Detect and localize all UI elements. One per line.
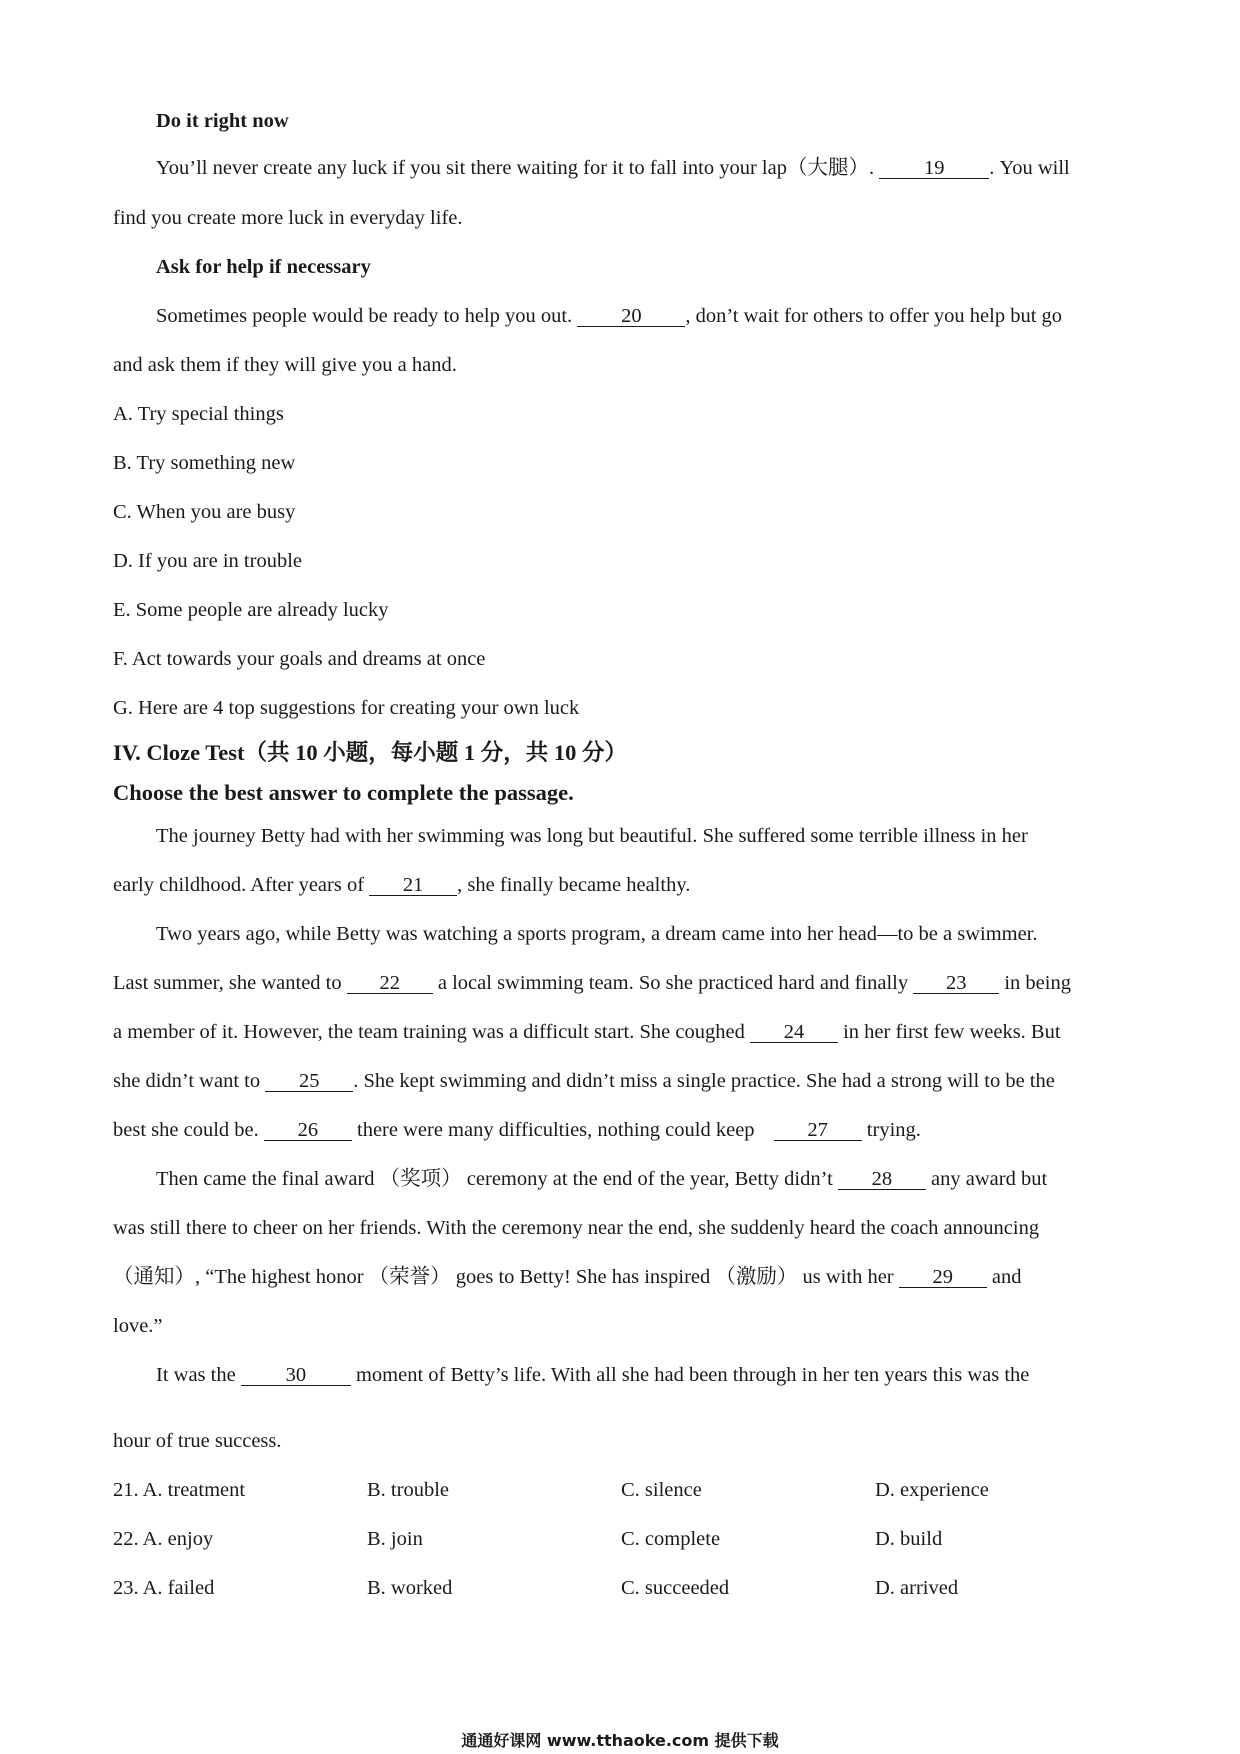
paragraph-line: and ask them if they will give you a hand. [113,354,457,376]
option-b: B. join [367,1528,423,1550]
text-segment: in her first few weeks. But [843,1021,1061,1043]
option-d: D. experience [875,1479,989,1501]
answer-blank-23: 23 [913,973,999,994]
text-segment: （通知）, “The highest honor （荣誉） goes to Betty! She has inspired （激励） us with her [113,1266,894,1288]
paragraph-line: find you create more luck in everyday life. [113,207,463,229]
answer-blank-24: 24 [750,1022,838,1043]
answer-blank-30: 30 [241,1365,351,1386]
option-c: C. succeeded [621,1577,730,1599]
text-segment: there were many difficulties, nothing could keep [357,1119,755,1141]
text-segment: , she finally became healthy. [457,874,691,896]
paragraph-line [113,1068,1133,1094]
text-segment: It was the [156,1364,236,1386]
text-segment: a member of it. However, the team training was a difficult start. She coughed [113,1021,745,1043]
text-segment: any award but [931,1168,1048,1190]
text-segment: You’ll never create any luck if you sit there waiting for it to fall into your lap（大腿）. [156,157,875,179]
text-segment: . She kept swimming and didn’t miss a single practice. She had a strong will to be the [353,1070,1055,1092]
answer-blank-27: 27 [774,1120,862,1141]
text-segment: Sometimes people would be ready to help you out. [156,305,573,327]
text-segment: , don’t wait for others to offer you help but go [685,305,1063,327]
paragraph-line: love.” [113,1315,163,1337]
paragraph-line [156,155,1133,181]
answer-blank-22: 22 [347,973,433,994]
paragraph-line: was still there to cheer on her friends. With the ceremony near the end, she suddenly heard the coach announcing [113,1217,1040,1239]
answer-blank-29: 29 [899,1267,987,1288]
text-segment: best she could be. [113,1119,259,1141]
paragraph-line [113,1117,1133,1143]
answer-blank-21: 21 [369,875,457,896]
answer-blank-19: 19 [879,158,989,179]
paragraph-line [156,1362,1133,1388]
option-g: G. Here are 4 top suggestions for creating your own luck [113,697,580,719]
paragraph-line [156,303,1133,329]
option-e: E. Some people are already lucky [113,599,389,621]
section-instruction: Choose the best answer to complete the passage. [113,780,574,805]
question-number-option-a: 21. A. treatment [113,1479,246,1501]
answer-blank-25: 25 [265,1071,353,1092]
question-number-option-a: 23. A. failed [113,1577,215,1599]
text-segment: a local swimming team. So she practiced hard and finally [437,972,909,994]
paragraph-line [113,1019,1133,1045]
option-c: C. When you are busy [113,501,296,523]
paragraph-line [113,970,1133,996]
option-a: A. Try special things [113,403,284,425]
answer-blank-28: 28 [838,1169,926,1190]
paragraph-line [113,1264,1133,1290]
text-segment: moment of Betty’s life. With all she had been through in her ten years this was the [355,1364,1030,1386]
paragraph-line: The journey Betty had with her swimming was long but beautiful. She suffered some terrible illness in her [156,825,1028,847]
text-segment: Last summer, she wanted to [113,972,342,994]
text-segment: early childhood. After years of [113,874,365,896]
option-c: C. silence [621,1479,702,1501]
text-segment: in being [1004,972,1071,994]
paragraph-line [113,872,1133,898]
section-heading-do-it: Do it right now [156,110,289,132]
answer-blank-26: 26 [264,1120,352,1141]
section-heading-ask-help: Ask for help if necessary [156,256,371,278]
text-segment: . You will [989,157,1070,179]
option-b: B. worked [367,1577,453,1599]
option-f: F. Act towards your goals and dreams at once [113,648,486,670]
paragraph-line: hour of true success. [113,1430,282,1452]
text-segment: and [991,1266,1022,1288]
text-segment: trying. [866,1119,921,1141]
question-number-option-a: 22. A. enjoy [113,1528,214,1550]
answer-blank-20: 20 [577,306,685,327]
text-segment: she didn’t want to [113,1070,261,1092]
paragraph-line [156,1166,1133,1192]
option-b: B. trouble [367,1479,449,1501]
option-b: B. Try something new [113,452,296,474]
option-d: D. build [875,1528,943,1550]
option-d: D. arrived [875,1577,959,1599]
section-title-cloze: IV. Cloze Test（共 10 小题，每小题 1 分，共 10 分） [113,740,627,765]
option-d: D. If you are in trouble [113,550,302,572]
page-footer: 通通好课网 www.tthaoke.com 提供下载 [461,1731,779,1750]
option-c: C. complete [621,1528,721,1550]
paragraph-line: Two years ago, while Betty was watching a sports program, a dream came into her head—to be a swimmer. [156,923,1038,945]
text-segment: Then came the final award （奖项） ceremony at the end of the year, Betty didn’t [156,1168,833,1190]
